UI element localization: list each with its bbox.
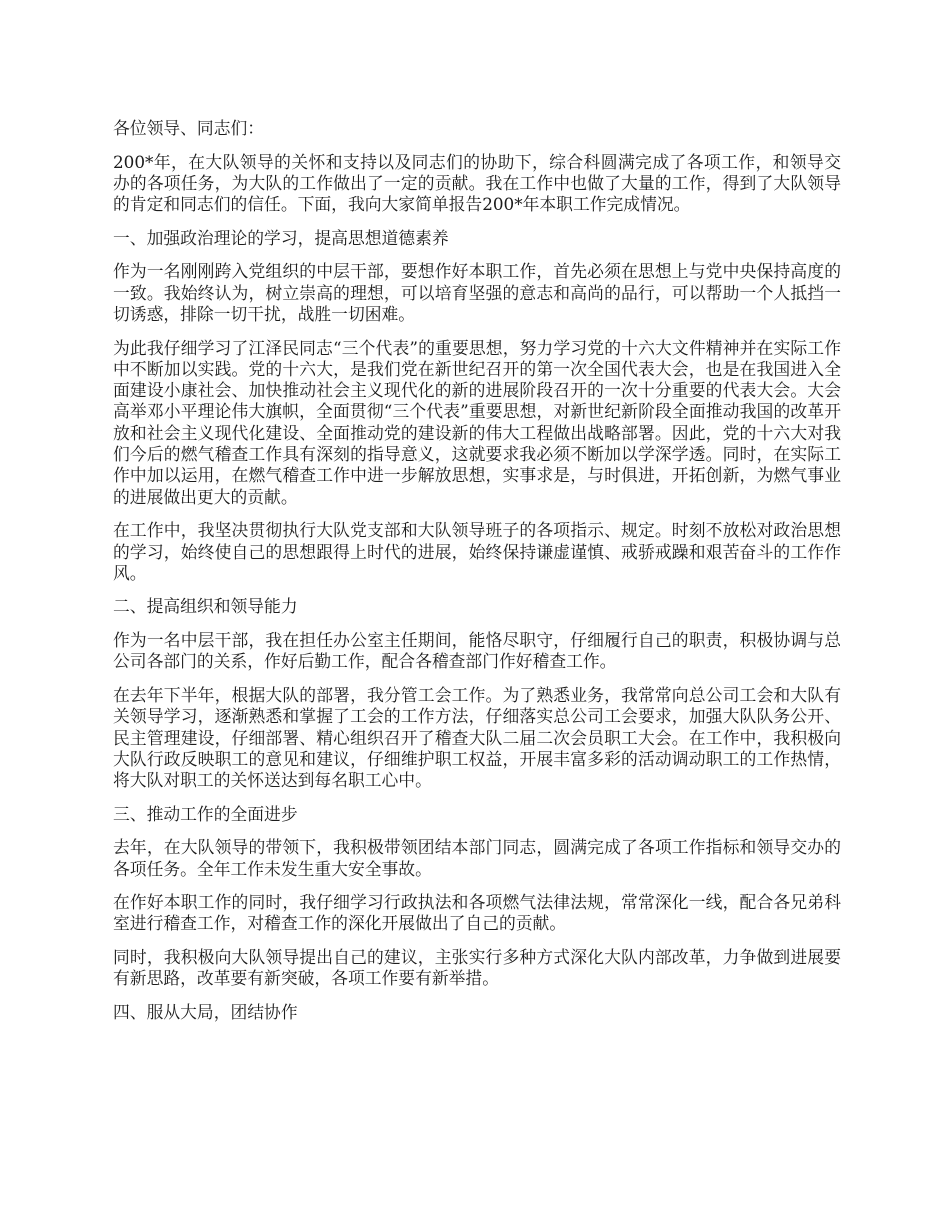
section-heading-1: 一、加强政治理论的学习，提高思想道德素养 [113, 227, 449, 248]
section-heading-3: 三、推动工作的全面进步 [113, 803, 298, 824]
body-paragraph: 在作好本职工作的同时，我仔细学习行政执法和各项燃气法律法规，常常深化一线，配合各兄弟科室进行稽查工作，对稽查工作的深化开展做出了自己的贡献。 [113, 892, 841, 934]
body-paragraph: 同时，我积极向大队领导提出自己的建议，主张实行多种方式深化大队内部改革，力争做到进展要有新思路，改革要有新突破，各项工作要有新举措。 [113, 947, 841, 989]
section-heading-2: 二、提高组织和领导能力 [113, 596, 298, 617]
body-paragraph: 为此我仔细学习了江泽民同志“三个代表”的重要思想，努力学习党的十六大文件精神并在实际工作中不断加以实践。党的十六大，是我们党在新世纪召开的第一次全国代表大会，也是在我国进入全面建设小康社会、加快推动社会主义现代化的新的进展阶段召开的一次十分重要的代表大会。大会高举邓小平理论伟大旗帜，全面贯彻“三个代表”重要思想，对新世纪新阶段全面推动我国的改革开放和社会主义现代化建设、全面推动党的建设新的伟大工程做出战略部署。因此，党的十六大对我们今后的燃气稽查工作具有深刻的指导意义，这就要求我必须不断加以学深学透。同时，在实际工作中加以运用，在燃气稽查工作中进一步解放思想，实事求是，与时俱进，开拓创新，为燃气事业的进展做出更大的贡献。 [113, 337, 841, 507]
body-paragraph: 去年，在大队领导的带领下，我积极带领团结本部门同志，圆满完成了各项工作指标和领导交办的各项任务。全年工作未发生重大安全事故。 [113, 837, 841, 879]
body-paragraph: 作为一名中层干部，我在担任办公室主任期间，能恪尽职守，仔细履行自己的职责，积极协调与总公司各部门的关系，作好后勤工作，配合各稽查部门作好稽查工作。 [113, 630, 841, 672]
body-paragraph: 作为一名刚刚跨入党组织的中层干部，要想作好本职工作，首先必须在思想上与党中央保持高度的一致。我始终认为，树立崇高的理想，可以培育坚强的意志和高尚的品行，可以帮助一个人抵挡一切诱惑，排除一切干扰，战胜一切困难。 [113, 261, 841, 324]
body-paragraph: 在去年下半年，根据大队的部署，我分管工会工作。为了熟悉业务，我常常向总公司工会和大队有关领导学习，逐渐熟悉和掌握了工会的工作方法，仔细落实总公司工会要求，加强大队队务公开、民主管理建设，仔细部署、精心组织召开了稽查大队二届二次会员职工大会。在工作中，我积极向大队行政反映职工的意见和建议，仔细维护职工权益，开展丰富多彩的活动调动职工的工作热情，将大队对职工的关怀送达到每名职工心中。 [113, 684, 841, 791]
section-heading-4: 四、服从大局，团结协作 [113, 1001, 298, 1022]
intro-paragraph: 200*年，在大队领导的关怀和支持以及同志们的协助下，综合科圆满完成了各项工作，和领导交办的各项任务，为大队的工作做出了一定的贡献。我在工作中也做了大量的工作，得到了大队领导的肯定和同志们的信任。下面，我向大家简单报告200*年本职工作完成情况。 [113, 151, 841, 215]
body-paragraph: 在工作中，我坚决贯彻执行大队党支部和大队领导班子的各项指示、规定。时刻不放松对政治思想的学习，始终使自己的思想跟得上时代的进展，始终保持谦虚谨慎、戒骄戒躁和艰苦奋斗的工作作风。 [113, 520, 841, 583]
document-page [113, 118, 841, 1036]
salutation: 各位领导、同志们： [113, 118, 265, 138]
